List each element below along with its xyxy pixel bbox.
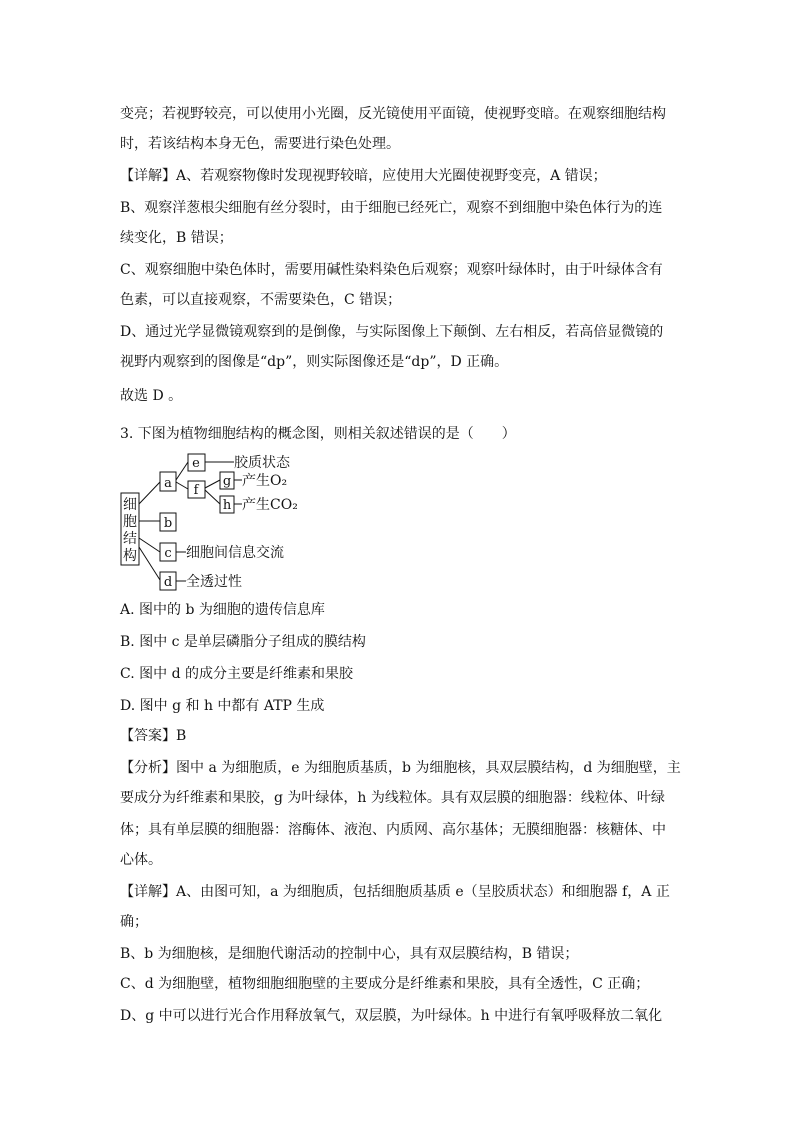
paragraph-line: 变亮；若视野较亮，可以使用小光圈，反光镜使用平面镜，使视野变暗。在观察细胞结构 (120, 106, 666, 122)
label-g: 产生O₂ (242, 473, 288, 489)
label-c: 细胞间信息交流 (186, 545, 284, 561)
option-c: C. 图中 d 的成分主要是纤维素和果胶 (120, 666, 353, 682)
node-d: d (163, 575, 173, 590)
node-e: e (192, 456, 200, 471)
option-a: A. 图中的 b 为细胞的遗传信息库 (120, 602, 325, 618)
paragraph-line: 【详解】A、若观察物像时发现视野较暗，应使用大光圈使视野变亮，A 错误； (120, 168, 607, 184)
analysis-line: 【分析】图中 a 为细胞质，e 为细胞质基质，b 为细胞核，具双层膜结构，d 为细胞壁，主 (120, 760, 681, 776)
analysis-line: 体；具有单层膜的细胞器：溶酶体、液泡、内质网、高尔基体；无膜细胞器：核糖体、中 (120, 822, 666, 838)
paragraph-line: 故选 D 。 (120, 388, 183, 404)
paragraph-line: B、观察洋葱根尖细胞有丝分裂时，由于细胞已经死亡，观察不到细胞中染色体行为的连 (120, 200, 663, 216)
explanation-line: B、b 为细胞核，是细胞代谢活动的控制中心，具有双层膜结构，B 错误； (120, 946, 579, 962)
explanation-line: C、d 为细胞壁，植物细胞细胞壁的主要成分是纤维素和果胶，具有全透性，C 正确； (120, 976, 650, 992)
node-a: a (164, 476, 172, 491)
answer-line: 【答案】B (120, 728, 187, 744)
cell-structure-concept-diagram (118, 452, 318, 594)
question-stem: 3. 下图为植物细胞结构的概念图，则相关叙述错误的是（ ） (120, 426, 516, 442)
label-h: 产生CO₂ (242, 497, 298, 513)
node-c: c (164, 546, 172, 561)
option-b: B. 图中 c 是单层磷脂分子组成的膜结构 (120, 634, 366, 650)
paragraph-line: 时，若该结构本身无色，需要进行染色处理。 (120, 136, 400, 152)
analysis-line: 心体。 (120, 852, 162, 868)
paragraph-line: 续变化，B 错误； (120, 230, 233, 246)
explanation-line: 确； (120, 914, 148, 930)
node-h: h (222, 498, 232, 513)
node-g: g (222, 474, 232, 489)
analysis-line: 要成分为纤维素和果胶，g 为叶绿体，h 为线粒体。具有双层膜的细胞器：线粒体、叶绿 (120, 790, 665, 806)
explanation-line: D、g 中可以进行光合作用释放氧气，双层膜，为叶绿体。h 中进行有氧呼吸释放二氧化 (120, 1008, 663, 1024)
paragraph-line: D、通过光学显微镜观察到的是倒像，与实际图像上下颠倒、左右相反，若高倍显微镜的 (120, 324, 664, 340)
node-f: f (193, 483, 199, 498)
paragraph-line: 视野内观察到的图像是“dp”，则实际图像还是“dp”，D 正确。 (120, 354, 509, 370)
label-d: 全透过性 (186, 574, 242, 590)
explanation-line: 【详解】A、由图可知，a 为细胞质，包括细胞质基质 e（呈胶质状态）和细胞器 f，A 正 (120, 884, 670, 900)
paragraph-line: C、观察细胞中染色体时，需要用碱性染料染色后观察；观察叶绿体时，由于叶绿体含有 (120, 262, 663, 278)
node-b: b (163, 516, 173, 531)
option-d: D. 图中 g 和 h 中都有 ATP 生成 (120, 698, 325, 714)
root-label: 细胞结构 (123, 497, 137, 564)
paragraph-line: 色素，可以直接观察，不需要染色，C 错误； (120, 292, 402, 308)
label-e: 胶质状态 (234, 455, 290, 471)
